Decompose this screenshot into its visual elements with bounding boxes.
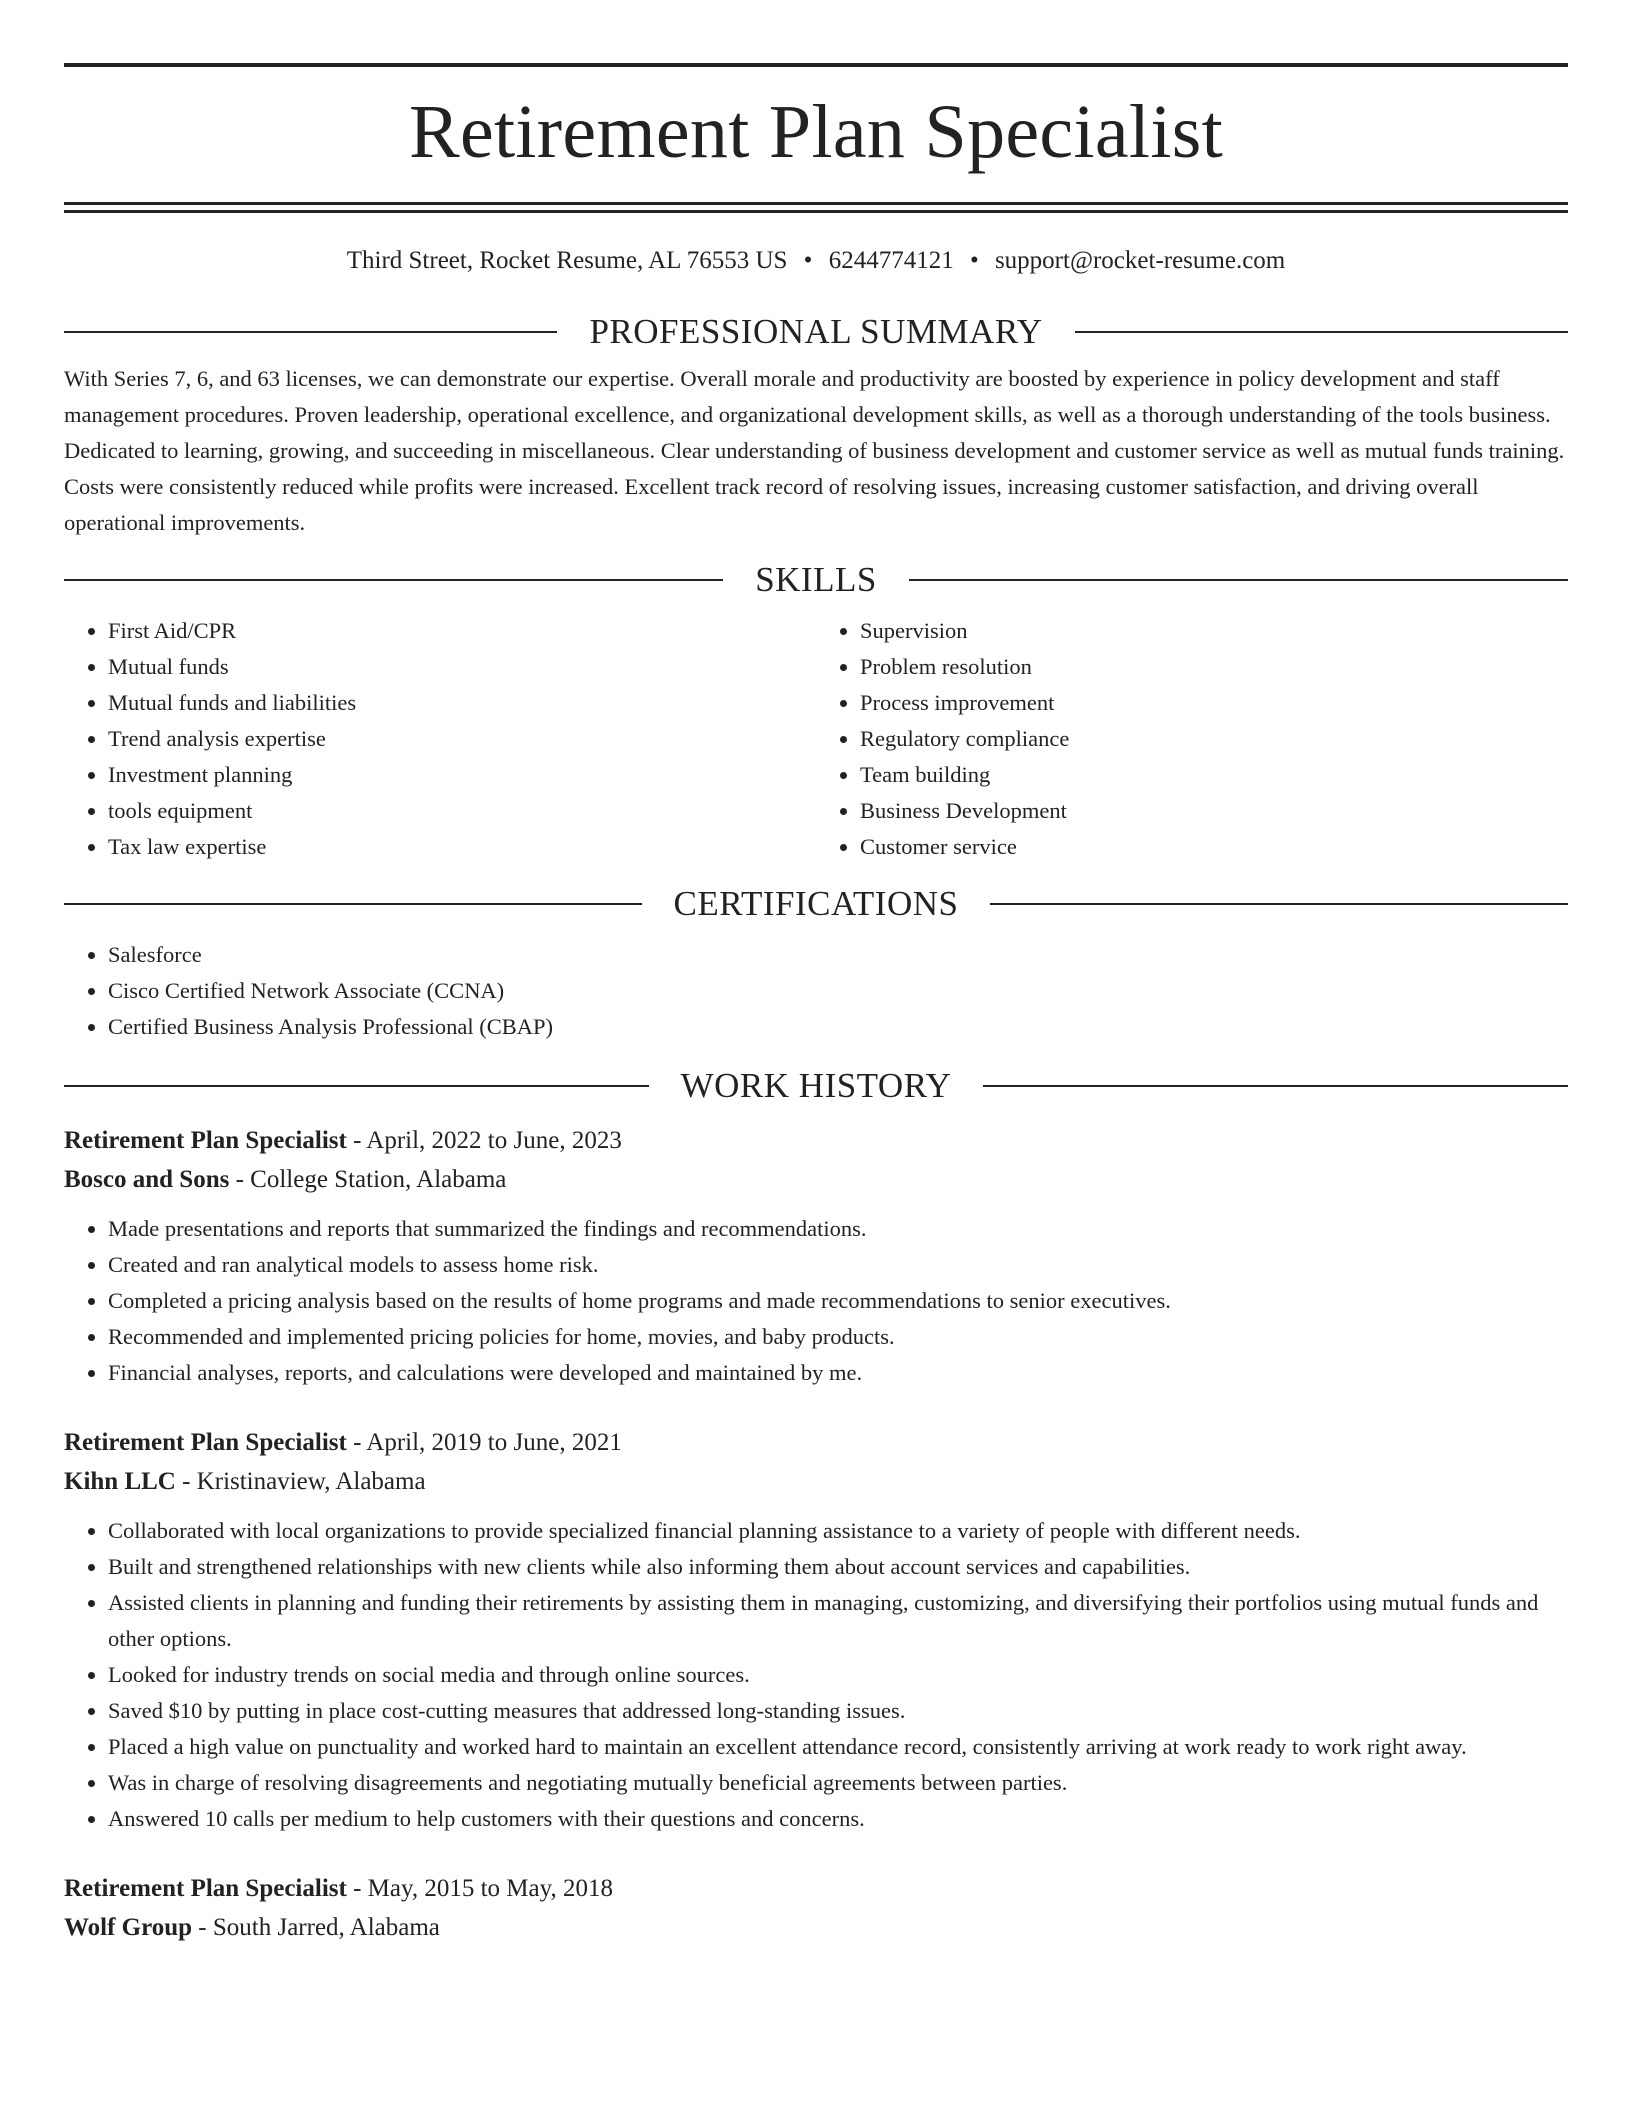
job-company: Bosco and Sons: [64, 1166, 230, 1193]
phone: 6244774121: [828, 247, 954, 274]
certification-item: • Cisco Certified Network Associate (CCNA): [108, 973, 1568, 1009]
section-rule-right: [909, 579, 1568, 581]
section-rule-right: [990, 903, 1568, 905]
job-entry: [64, 1121, 1568, 1391]
section-rule-left: [64, 1085, 649, 1087]
job-bullet: • Was in charge of resolving disagreements and negotiating mutually beneficial agreements between parties.: [108, 1765, 1568, 1801]
skill-item: • Customer service: [860, 829, 1568, 865]
job-company-line: [64, 1160, 1568, 1199]
job-title: Retirement Plan Specialist: [64, 1127, 347, 1154]
skill-item: • Process improvement: [860, 685, 1568, 721]
job-bullet: • Saved $10 by putting in place cost-cutting measures that addressed long-standing issues.: [108, 1693, 1568, 1729]
job-entry: [64, 1869, 1568, 1947]
section-title: CERTIFICATIONS: [673, 884, 959, 923]
job-location: - Kristinaview, Alabama: [175, 1468, 426, 1495]
skills-column-right: [816, 613, 1568, 865]
job-bullet: • Answered 10 calls per medium to help customers with their questions and concerns.: [108, 1801, 1568, 1837]
job-bullet: • Made presentations and reports that summarized the findings and recommendations.: [108, 1211, 1568, 1247]
job-title: Retirement Plan Specialist: [64, 1429, 347, 1456]
section-rule-right: [983, 1085, 1568, 1087]
skill-item: • Mutual funds and liabilities: [108, 685, 816, 721]
section-header-certifications: [64, 879, 1568, 929]
top-rule: [64, 63, 1568, 67]
skill-item: • Mutual funds: [108, 649, 816, 685]
job-company-line: [64, 1908, 1568, 1947]
section-rule-left: [64, 903, 642, 905]
job-company: Wolf Group: [64, 1914, 193, 1941]
skills-list: [64, 613, 1568, 865]
skill-item: • Regulatory compliance: [860, 721, 1568, 757]
job-company: Kihn LLC: [64, 1468, 176, 1495]
section-header-summary: [64, 307, 1568, 357]
skill-item: • Tax law expertise: [108, 829, 816, 865]
job-bullet: • Placed a high value on punctuality and worked hard to maintain an excellent attendance record, consistently arriving at work ready to work right away.: [108, 1729, 1568, 1765]
job-bullet: • Created and ran analytical models to assess home risk.: [108, 1247, 1568, 1283]
summary-paragraph: With Series 7, 6, and 63 licenses, we can demonstrate our expertise. Overall morale and productivity are boosted by experience in policy development and staff management procedures. Proven leadership, operational excellence, and organizational development skills, as well as a thorough understanding of the tools business. Dedicated to learning, growing, and succeeding in miscellaneous. Clear understanding of business development and customer service as well as mutual funds training. Costs were consistently reduced while profits were increased. Excellent track record of resolving issues, increasing customer satisfaction, and driving overall operational improvements.: [64, 366, 1565, 535]
skill-item: • Investment planning: [108, 757, 816, 793]
job-location: - South Jarred, Alabama: [192, 1914, 440, 1941]
job-title-line: [64, 1423, 1568, 1462]
skill-item: • Supervision: [860, 613, 1568, 649]
job-bullets: [64, 1211, 1568, 1391]
job-bullet: • Financial analyses, reports, and calculations were developed and maintained by me.: [108, 1355, 1568, 1391]
job-title-line: [64, 1869, 1568, 1908]
section-rule-right: [1075, 331, 1568, 333]
job-title: Retirement Plan Specialist: [64, 1875, 347, 1902]
job-title-line: [64, 1121, 1568, 1160]
skills-column-left: [64, 613, 816, 865]
certifications-list: [64, 937, 1568, 1045]
job-dates: - April, 2019 to June, 2021: [346, 1429, 622, 1456]
job-bullet: • Collaborated with local organizations to provide specialized financial planning assistance to a variety of people with different needs.: [108, 1513, 1568, 1549]
title-block: [64, 63, 1568, 213]
section-rule-left: [64, 331, 557, 333]
contact-separator: •: [803, 247, 813, 274]
job-dates: - April, 2022 to June, 2023: [346, 1127, 622, 1154]
resume-title: Retirement Plan Specialist: [408, 90, 1224, 174]
email-link[interactable]: support@rocket-resume.com: [994, 247, 1286, 274]
job-bullet: • Assisted clients in planning and funding their retirements by assisting them in managing, customizing, and diversifying their portfolios using mutual funds and other options.: [108, 1585, 1568, 1657]
job-bullet: • Built and strengthened relationships with new clients while also informing them about account services and capabilities.: [108, 1549, 1568, 1585]
skill-item: • tools equipment: [108, 793, 816, 829]
section-header-work-history: [64, 1061, 1568, 1111]
double-rule: [64, 202, 1568, 213]
certification-item: • Certified Business Analysis Professional (CBAP): [108, 1009, 1568, 1045]
contact-line: [64, 241, 1568, 281]
skill-item: • Business Development: [860, 793, 1568, 829]
job-company-line: [64, 1462, 1568, 1501]
job-entry: [64, 1423, 1568, 1837]
section-title: PROFESSIONAL SUMMARY: [589, 312, 1043, 351]
section-title: WORK HISTORY: [680, 1066, 952, 1105]
address: Third Street, Rocket Resume, AL 76553 US: [346, 247, 788, 274]
certification-item: • Salesforce: [108, 937, 1568, 973]
contact-separator: •: [969, 247, 979, 274]
job-bullet: • Completed a pricing analysis based on the results of home programs and made recommendations to senior executives.: [108, 1283, 1568, 1319]
section-title: SKILLS: [755, 560, 877, 599]
skill-item: • Trend analysis expertise: [108, 721, 816, 757]
section-header-skills: [64, 555, 1568, 605]
resume-page: [64, 0, 1568, 1959]
job-bullet: • Looked for industry trends on social media and through online sources.: [108, 1657, 1568, 1693]
job-location: - College Station, Alabama: [229, 1166, 507, 1193]
job-dates: - May, 2015 to May, 2018: [346, 1875, 614, 1902]
job-bullet: • Recommended and implemented pricing policies for home, movies, and baby products.: [108, 1319, 1568, 1355]
section-rule-left: [64, 579, 723, 581]
job-bullets: [64, 1513, 1568, 1837]
skill-item: • First Aid/CPR: [108, 613, 816, 649]
skill-item: • Team building: [860, 757, 1568, 793]
skill-item: • Problem resolution: [860, 649, 1568, 685]
